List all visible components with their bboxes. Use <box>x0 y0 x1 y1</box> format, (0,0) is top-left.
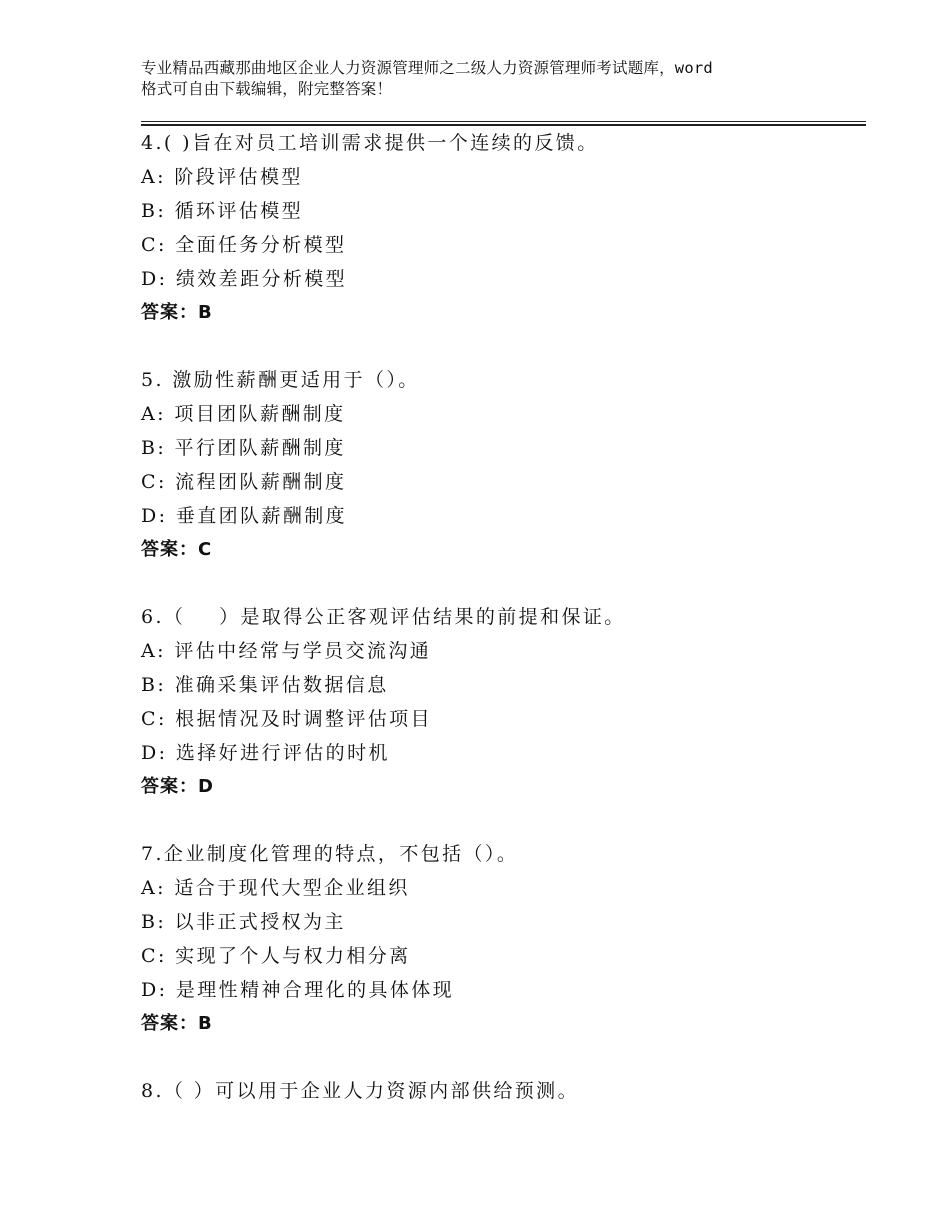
answer-label: 答案：D <box>141 776 214 797</box>
option-c: C: 根据情况及时调整评估项目 <box>141 708 432 730</box>
option-a: A: 阶段评估模型 <box>141 166 303 188</box>
header-divider-thin <box>141 121 866 122</box>
question-list <box>141 126 861 1141</box>
question-text: 6.（ ）是取得公正客观评估结果的前提和保证。 <box>141 606 626 628</box>
option-a: A: 评估中经常与学员交流沟通 <box>141 640 432 662</box>
option-d: D: 绩效差距分析模型 <box>141 268 348 290</box>
question-text: 8.（ ）可以用于企业人力资源内部供给预测。 <box>141 1080 579 1102</box>
option-d: D: 选择好进行评估的时机 <box>141 742 390 764</box>
option-b: B: 循环评估模型 <box>141 200 304 222</box>
option-c: C: 流程团队薪酬制度 <box>141 471 347 493</box>
option-b: B: 准确采集评估数据信息 <box>141 674 389 696</box>
option-b: B: 以非正式授权为主 <box>141 911 346 933</box>
question-text: 4.( )旨在对员工培训需求提供一个连续的反馈。 <box>141 132 599 154</box>
option-a: A: 适合于现代大型企业组织 <box>141 877 410 899</box>
question-item <box>141 363 861 567</box>
document-header <box>141 58 861 100</box>
option-d: D: 垂直团队薪酬制度 <box>141 505 348 527</box>
question-item <box>141 1074 861 1108</box>
header-line-1: 专业精品西藏那曲地区企业人力资源管理师之二级人力资源管理师考试题库，word <box>141 59 713 77</box>
question-item <box>141 837 861 1041</box>
option-c: C: 全面任务分析模型 <box>141 234 347 256</box>
option-a: A: 项目团队薪酬制度 <box>141 403 346 425</box>
question-text: 5. 激励性薪酬更适用于（）。 <box>141 369 420 391</box>
question-text: 7.企业制度化管理的特点，不包括（）。 <box>141 843 519 865</box>
header-line-2: 格式可自由下载编辑，附完整答案！ <box>141 80 393 98</box>
option-d: D: 是理性精神合理化的具体体现 <box>141 979 455 1001</box>
option-c: C: 实现了个人与权力相分离 <box>141 945 411 967</box>
question-item <box>141 600 861 804</box>
answer-label: 答案：B <box>141 302 213 323</box>
question-item <box>141 126 861 330</box>
answer-label: 答案：C <box>141 539 213 560</box>
answer-label: 答案：B <box>141 1013 213 1034</box>
option-b: B: 平行团队薪酬制度 <box>141 437 346 459</box>
